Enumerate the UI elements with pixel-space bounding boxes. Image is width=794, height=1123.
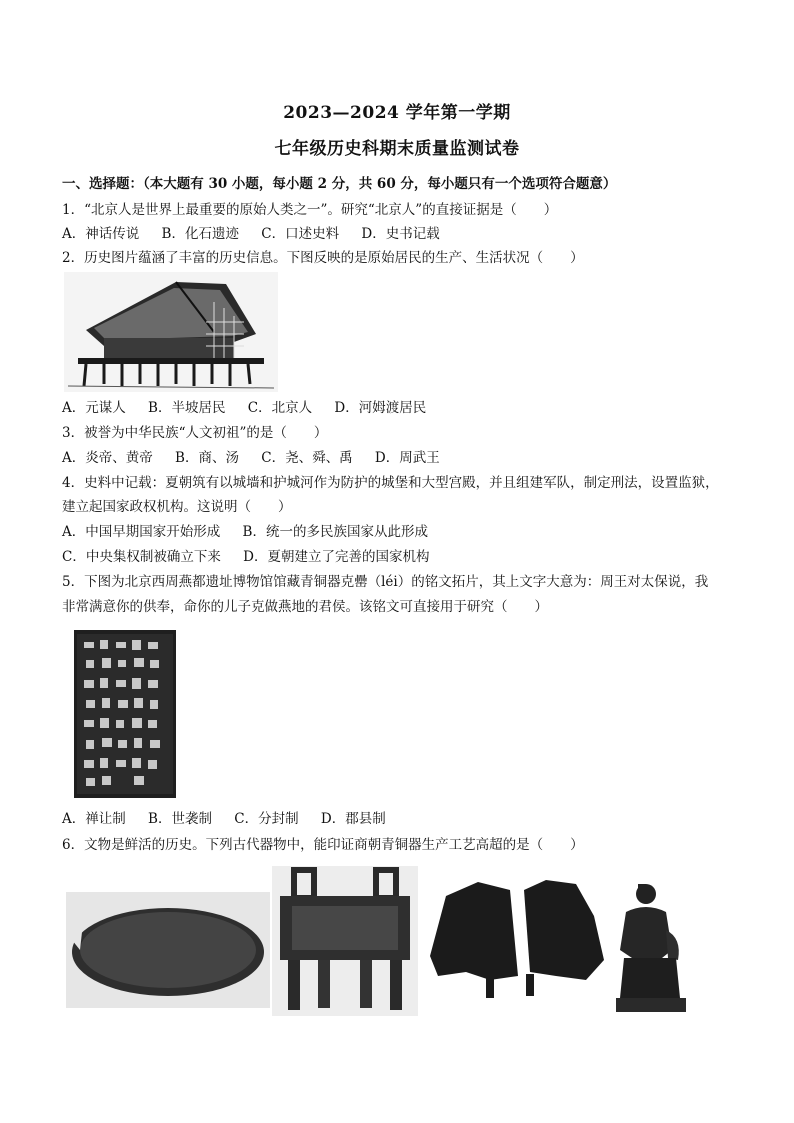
question-3-options — [62, 449, 458, 467]
q2-option-d[interactable]: D．河姆渡居民 — [334, 400, 427, 416]
q1-option-b[interactable]: B．化石遗迹 — [161, 226, 239, 242]
question-2-options — [62, 399, 444, 417]
stilt-house-drawing — [64, 272, 278, 392]
q1-option-d[interactable]: D．史书记载 — [361, 226, 440, 242]
question-5-stem-line2: 非常满意你的供奉，命你的儿子克做燕地的君侯。该铭文可直接用于研究（ ） — [62, 599, 548, 615]
artifact-terracotta-figure — [612, 880, 690, 1016]
q4-option-d[interactable]: D．夏朝建立了完善的国家机构 — [243, 549, 430, 565]
question-5-stem-line1: 5．下图为北京西周燕都遗址博物馆馆藏青铜器克罍（léi）的铭文拓片，其上文字大意为：周王对太保说，我 — [62, 574, 709, 590]
question-4-stem-line2: 建立起国家政权机构。这说明（ ） — [62, 499, 292, 515]
terracotta-figure-photo — [612, 880, 690, 1016]
question-4-options-row2 — [62, 548, 447, 566]
stilt-house-figure — [64, 272, 278, 392]
q1-option-a[interactable]: A．神话传说 — [62, 226, 140, 242]
section-heading: 一、选择题：（本大题有 30 小题，每小题 2 分，共 60 分，每小题只有一个选项符合题意） — [62, 176, 617, 192]
q3-option-b[interactable]: B．商、汤 — [175, 450, 239, 466]
q2-option-b[interactable]: B．半坡居民 — [148, 400, 226, 416]
q3-option-d[interactable]: D．周武王 — [374, 450, 440, 466]
q5-option-b[interactable]: B．世袭制 — [148, 811, 212, 827]
bronze-mask-photo — [426, 876, 608, 1004]
q2-option-a[interactable]: A．元谋人 — [62, 400, 126, 416]
question-2-stem: 2．历史图片蕴涵了丰富的历史信息。下图反映的是原始居民的生产、生活状况（ ） — [62, 250, 584, 266]
artifact-bronze-mask — [426, 876, 608, 1004]
question-1-options — [62, 225, 458, 243]
q1-option-c[interactable]: C．口述史料 — [261, 226, 340, 242]
q5-option-c[interactable]: C．分封制 — [234, 811, 299, 827]
question-4-stem-line1: 4．史料中记载：夏朝筑有以城墙和护城河作为防护的城堡和大型宫殿，并且组建军队，制定刑法，设置监狱， — [62, 475, 719, 491]
bronze-ding-photo — [272, 866, 418, 1016]
q5-option-a[interactable]: A．禅让制 — [62, 811, 126, 827]
artifact-bronze-ding — [272, 866, 418, 1016]
question-4-options-row1 — [62, 523, 446, 541]
bronze-inscription-rubbing — [74, 630, 176, 798]
page-title-line2: 七年级历史科期末质量监测试卷 — [274, 139, 520, 159]
page-title-line1: 2023—2024 学年第一学期 — [283, 103, 511, 123]
q3-option-a[interactable]: A．炎帝、黄帝 — [62, 450, 153, 466]
q4-option-a[interactable]: A．中国早期国家开始形成 — [62, 524, 221, 540]
question-6-stem: 6．文物是鲜活的历史。下列古代器物中，能印证商朝青铜器生产工艺高超的是（ ） — [62, 837, 584, 853]
q3-option-c[interactable]: C．尧、舜、禹 — [261, 450, 353, 466]
inscription-figure — [74, 630, 176, 798]
q4-option-c[interactable]: C．中央集权制被确立下来 — [62, 549, 221, 565]
q2-option-c[interactable]: C．北京人 — [247, 400, 313, 416]
q5-option-d[interactable]: D．郡县制 — [320, 811, 386, 827]
question-5-options — [62, 810, 404, 828]
question-3-stem: 3．被誉为中华民族“人文初祖”的是（ ） — [62, 425, 328, 441]
question-1-stem: 1．“北京人是世界上最重要的原始人类之一”。研究“北京人”的直接证据是（ ） — [62, 202, 558, 218]
q4-option-b[interactable]: B．统一的多民族国家从此形成 — [242, 524, 428, 540]
artifact-jade-disc — [66, 892, 270, 1008]
jade-disc-photo — [66, 892, 270, 1008]
